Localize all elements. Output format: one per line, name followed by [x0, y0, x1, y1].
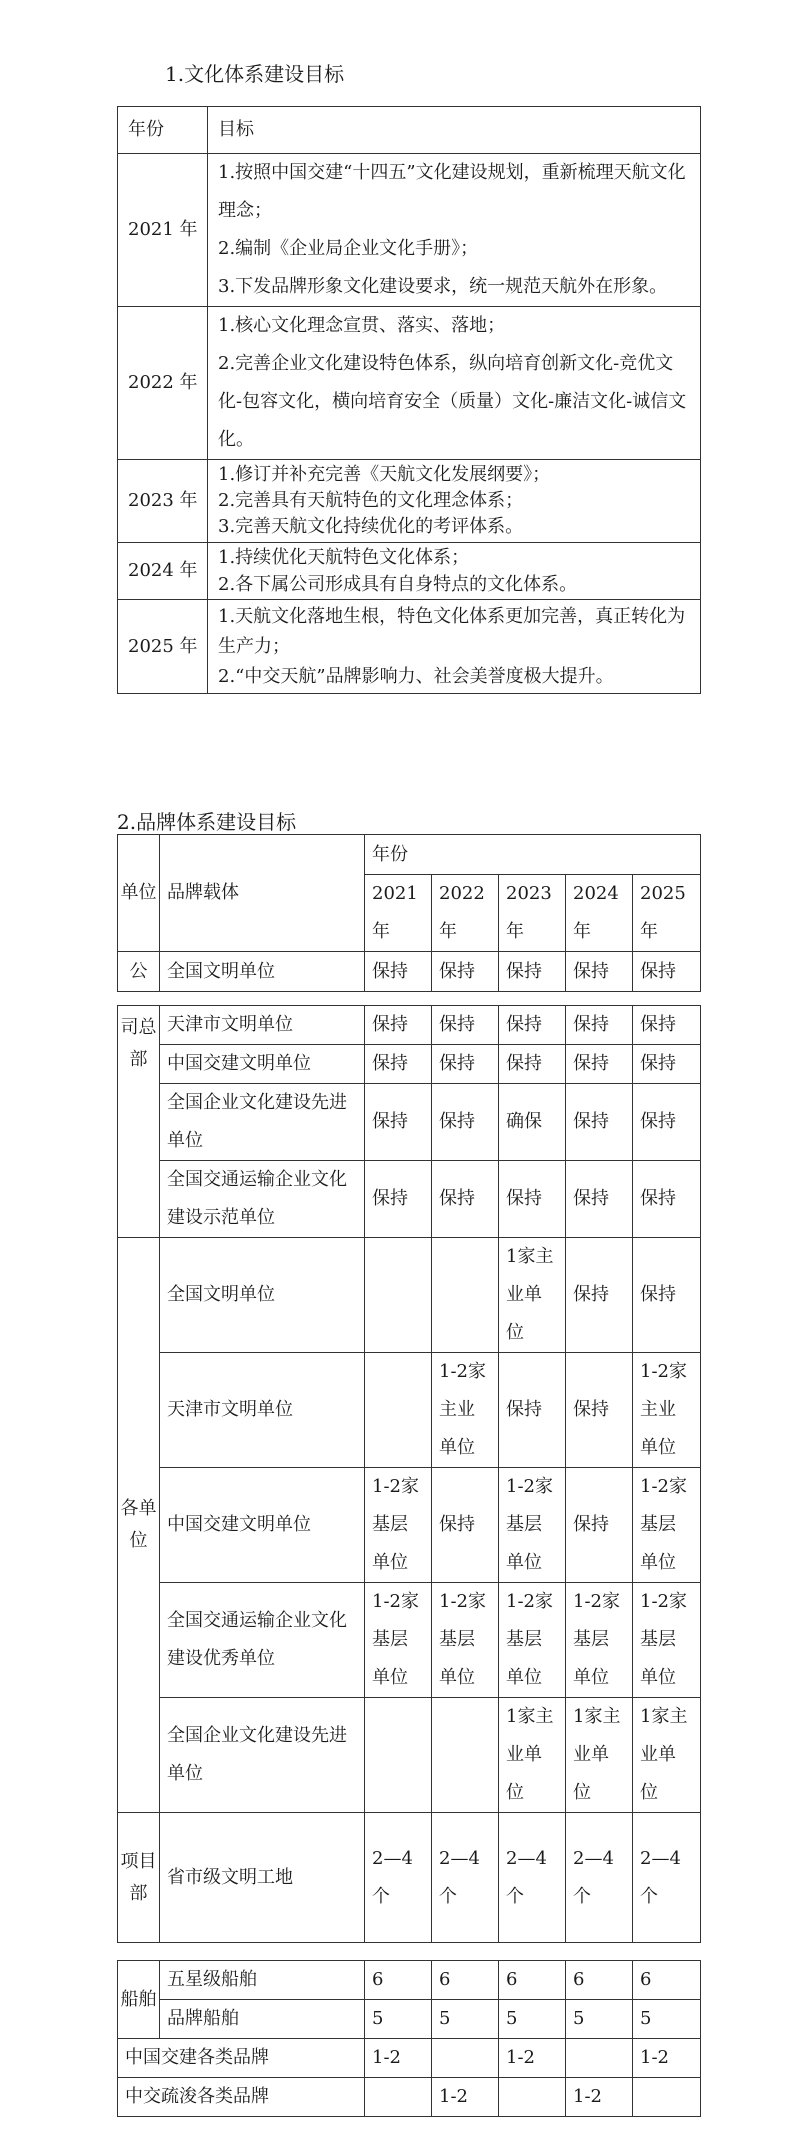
value-cell — [365, 1353, 432, 1468]
year-cell: 2023 年 — [118, 460, 208, 543]
header-year-2024: 2024年 — [566, 875, 633, 952]
value-cell — [566, 2039, 633, 2078]
goal-item: 1.核心文化理念宣贯、落实、落地； — [218, 315, 506, 336]
goal-item: 1.按照中国交建“十四五”文化建设规划，重新梳理天航文化理念； — [218, 162, 686, 221]
carrier-cell: 全国交通运输企业文化建设示范单位 — [160, 1161, 365, 1238]
carrier-cell: 五星级船舶 — [160, 1961, 365, 2000]
goal-item: 1.天航文化落地生根，特色文化体系更加完善，真正转化为生产力； — [218, 605, 686, 657]
unit-cell: 船舶 — [118, 1961, 160, 2039]
year-cell: 2022 年 — [118, 307, 208, 460]
value-cell — [365, 1238, 432, 1353]
header-carrier: 品牌载体 — [160, 835, 365, 952]
value-cell: 保持 — [499, 1353, 566, 1468]
table-header-row — [118, 835, 701, 875]
goal-item: 2.“中交天航”品牌影响力、社会美誉度极大提升。 — [218, 665, 614, 687]
section1-heading: 1.文化体系建设目标 — [165, 62, 345, 86]
value-cell: 保持 — [566, 952, 633, 992]
value-cell: 保持 — [633, 1084, 701, 1161]
value-cell: 5 — [365, 2000, 432, 2039]
header-goal: 目标 — [208, 107, 701, 154]
table-row — [118, 307, 701, 460]
value-cell: 保持 — [432, 1161, 499, 1238]
value-cell: 1家主业单位 — [499, 1238, 566, 1353]
section2-heading: 2.品牌体系建设目标 — [117, 810, 297, 834]
value-cell: 保持 — [499, 1045, 566, 1084]
value-cell: 1家主业单位 — [499, 1698, 566, 1813]
carrier-cell: 全国企业文化建设先进单位 — [160, 1084, 365, 1161]
value-cell: 2—4个 — [432, 1813, 499, 1943]
value-cell: 6 — [365, 1961, 432, 2000]
value-cell: 确保 — [499, 1084, 566, 1161]
value-cell: 1-2 — [633, 2039, 701, 2078]
table-row — [118, 2000, 701, 2039]
year-cell: 2025 年 — [118, 600, 208, 694]
value-cell: 保持 — [499, 952, 566, 992]
table-row — [118, 460, 701, 543]
value-cell: 保持 — [633, 1006, 701, 1045]
value-cell: 5 — [499, 2000, 566, 2039]
value-cell: 保持 — [566, 1006, 633, 1045]
value-cell: 保持 — [566, 1084, 633, 1161]
value-cell: 保持 — [432, 1006, 499, 1045]
value-cell: 1-2家基层单位 — [432, 1583, 499, 1698]
value-cell: 保持 — [566, 1353, 633, 1468]
value-cell: 5 — [566, 2000, 633, 2039]
header-year-2023: 2023年 — [499, 875, 566, 952]
value-cell: 1家主业单位 — [566, 1698, 633, 1813]
value-cell: 5 — [633, 2000, 701, 2039]
header-year-2022: 2022年 — [432, 875, 499, 952]
table-header-row — [118, 107, 701, 154]
value-cell: 保持 — [365, 1006, 432, 1045]
value-cell: 保持 — [365, 952, 432, 992]
value-cell — [633, 2078, 701, 2117]
value-cell: 2—4个 — [499, 1813, 566, 1943]
value-cell: 1-2家基层单位 — [633, 1583, 701, 1698]
table-row — [118, 1045, 701, 1084]
value-cell: 保持 — [432, 1045, 499, 1084]
value-cell: 1家主业单位 — [633, 1698, 701, 1813]
value-cell — [365, 2078, 432, 2117]
goal-cell — [208, 543, 701, 600]
spacer-cell — [118, 1943, 701, 1961]
value-cell: 保持 — [566, 1468, 633, 1583]
year-cell: 2021 年 — [118, 154, 208, 307]
value-cell: 1-2家主业单位 — [432, 1353, 499, 1468]
value-cell — [365, 1698, 432, 1813]
table-row — [118, 1084, 701, 1161]
table-row — [118, 1353, 701, 1468]
goal-item: 1.修订并补充完善《天航文化发展纲要》； — [218, 464, 551, 485]
value-cell: 保持 — [633, 1161, 701, 1238]
goal-cell — [208, 154, 701, 307]
value-cell: 1-2 — [365, 2039, 432, 2078]
value-cell: 保持 — [566, 1238, 633, 1353]
carrier-cell: 中国交建文明单位 — [160, 1468, 365, 1583]
value-cell: 1-2家基层单位 — [499, 1583, 566, 1698]
value-cell: 5 — [432, 2000, 499, 2039]
carrier-cell: 天津市文明单位 — [160, 1006, 365, 1045]
table-spacer-row — [118, 1943, 701, 1961]
carrier-cell: 全国交通运输企业文化建设优秀单位 — [160, 1583, 365, 1698]
value-cell: 保持 — [566, 1161, 633, 1238]
unit-cell: 司总部 — [118, 1006, 160, 1238]
unit-cell: 公 — [118, 952, 160, 992]
value-cell: 1-2 — [499, 2039, 566, 2078]
table-row — [118, 1961, 701, 2000]
value-cell — [432, 1238, 499, 1353]
value-cell: 2—4个 — [633, 1813, 701, 1943]
goal-cell — [208, 307, 701, 460]
carrier-cell: 中交疏浚各类品牌 — [118, 2078, 365, 2117]
table-row — [118, 952, 701, 992]
brand-goals-table — [117, 834, 701, 992]
header-unit: 单位 — [118, 835, 160, 952]
table-row — [118, 1698, 701, 1813]
value-cell: 保持 — [499, 1006, 566, 1045]
value-cell: 保持 — [432, 1084, 499, 1161]
value-cell: 1-2家主业单位 — [633, 1353, 701, 1468]
value-cell: 2—4个 — [566, 1813, 633, 1943]
table-row — [118, 1468, 701, 1583]
goal-item: 3.完善天航文化持续优化的考评体系。 — [218, 516, 524, 537]
unit-cell: 各单位 — [118, 1238, 160, 1813]
carrier-cell: 天津市文明单位 — [160, 1353, 365, 1468]
table-row — [118, 2039, 701, 2078]
brand-goals-table-continued — [117, 1005, 701, 2117]
value-cell: 保持 — [365, 1045, 432, 1084]
header-year-2021: 2021年 — [365, 875, 432, 952]
carrier-cell: 全国企业文化建设先进单位 — [160, 1698, 365, 1813]
value-cell: 1-2家基层单位 — [365, 1583, 432, 1698]
unit-cell: 项目部 — [118, 1813, 160, 1943]
table-row — [118, 154, 701, 307]
table-row — [118, 600, 701, 694]
value-cell: 保持 — [499, 1161, 566, 1238]
carrier-cell: 中国交建各类品牌 — [118, 2039, 365, 2078]
value-cell: 6 — [499, 1961, 566, 2000]
carrier-cell: 中国交建文明单位 — [160, 1045, 365, 1084]
table-row — [118, 1813, 701, 1943]
table-row — [118, 1006, 701, 1045]
value-cell: 1-2 — [566, 2078, 633, 2117]
value-cell: 保持 — [633, 952, 701, 992]
value-cell: 保持 — [633, 1238, 701, 1353]
table-row — [118, 2078, 701, 2117]
goal-item: 3.下发品牌形象文化建设要求，统一规范天航外在形象。 — [218, 276, 668, 297]
value-cell — [432, 1698, 499, 1813]
value-cell: 2—4个 — [365, 1813, 432, 1943]
table-row — [118, 1161, 701, 1238]
carrier-cell: 全国文明单位 — [160, 1238, 365, 1353]
header-year: 年份 — [365, 835, 701, 875]
value-cell: 保持 — [566, 1045, 633, 1084]
goal-item: 2.完善具有天航特色的文化理念体系； — [218, 490, 524, 511]
value-cell: 1-2家基层单位 — [633, 1468, 701, 1583]
goal-item: 2.完善企业文化建设特色体系，纵向培育创新文化-竞优文化-包容文化，横向培育安全（质量）文化-廉洁文化-诚信文化。 — [218, 353, 687, 450]
value-cell: 1-2家基层单位 — [499, 1468, 566, 1583]
value-cell: 保持 — [432, 952, 499, 992]
carrier-cell: 省市级文明工地 — [160, 1813, 365, 1943]
table-row — [118, 543, 701, 600]
goal-item: 2.编制《企业局企业文化手册》； — [218, 238, 479, 259]
value-cell: 6 — [432, 1961, 499, 2000]
header-year-2025: 2025年 — [633, 875, 701, 952]
carrier-cell: 全国文明单位 — [160, 952, 365, 992]
value-cell: 1-2家基层单位 — [365, 1468, 432, 1583]
value-cell: 保持 — [432, 1468, 499, 1583]
value-cell: 6 — [566, 1961, 633, 2000]
table-row — [118, 1583, 701, 1698]
value-cell: 保持 — [365, 1084, 432, 1161]
value-cell: 保持 — [633, 1045, 701, 1084]
table-row — [118, 1238, 701, 1353]
goal-cell — [208, 460, 701, 543]
value-cell — [499, 2078, 566, 2117]
goal-item: 2.各下属公司形成具有自身特点的文化体系。 — [218, 574, 578, 595]
goal-cell — [208, 600, 701, 694]
culture-goals-table — [117, 106, 701, 694]
goal-item: 1.持续优化天航特色文化体系； — [218, 547, 470, 568]
header-year: 年份 — [118, 107, 208, 154]
carrier-cell: 品牌船舶 — [160, 2000, 365, 2039]
value-cell: 1-2 — [432, 2078, 499, 2117]
year-cell: 2024 年 — [118, 543, 208, 600]
value-cell: 6 — [633, 1961, 701, 2000]
value-cell — [432, 2039, 499, 2078]
value-cell: 保持 — [365, 1161, 432, 1238]
value-cell: 1-2家基层单位 — [566, 1583, 633, 1698]
